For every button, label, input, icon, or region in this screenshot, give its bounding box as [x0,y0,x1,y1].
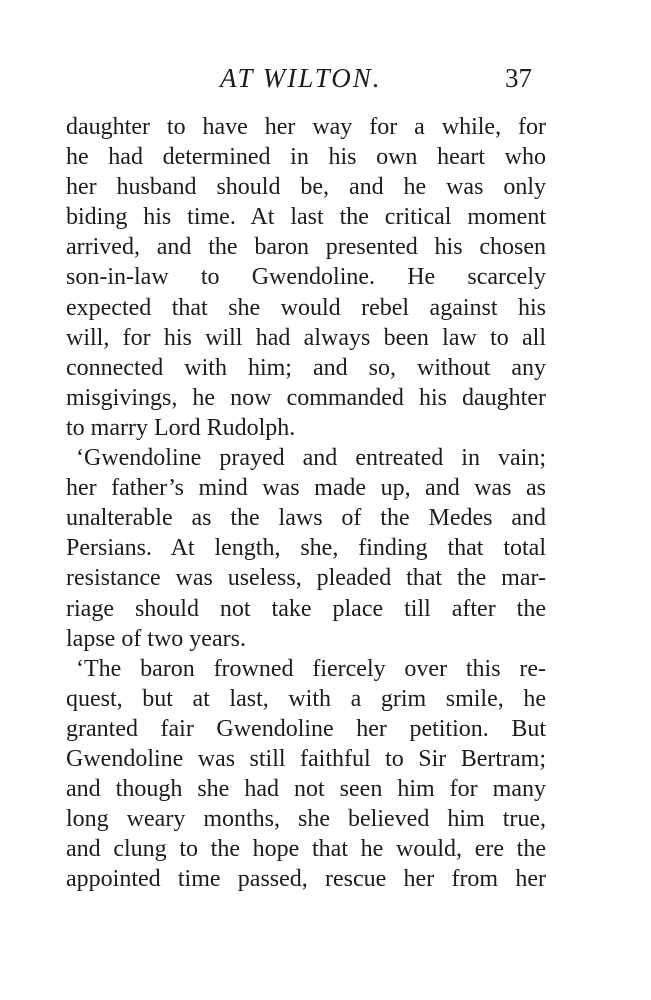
text-line: expected that she would rebel against his [66,294,546,321]
text-line: lapse of two years. [66,625,246,652]
paragraph-start-line: ‘The baron frowned fiercely over this re- [76,655,546,682]
text-line: quest, but at last, with a grim smile, he [66,685,546,712]
text-line: arrived, and the baron presented his chosen [66,234,546,261]
text-line: to marry Lord Rudolph. [66,414,296,441]
text-line: granted fair Gwendoline her petition. But [66,715,546,742]
text-line: connected with him; and so, without any [66,354,546,381]
text-line: he had determined in his own heart who [66,144,546,171]
text-line: and clung to the hope that he would, ere the [66,836,546,863]
paragraph-start-line: ‘Gwendoline prayed and entreated in vain; [76,445,546,472]
page-number: 37 [505,63,532,93]
text-line: her husband should be, and he was only [66,174,546,201]
text-line: resistance was useless, pleaded that the mar- [66,565,546,592]
text-line: will, for his will had always been law to all [66,324,546,351]
text-line: daughter to have her way for a while, for [66,114,546,140]
text-line: riage should not take place till after the [66,595,546,622]
text-line: unalterable as the laws of the Medes and [66,505,546,532]
body-text [66,112,546,894]
text-line: Gwendoline was still faithful to Sir Bertram; [66,745,546,772]
text-line: appointed time passed, rescue her from her [66,866,546,893]
running-title: AT WILTON. [220,63,382,93]
text-line: her father’s mind was made up, and was as [66,475,546,502]
text-line: Persians. At length, she, finding that total [66,535,546,562]
text-line: son-in-law to Gwendoline. He scarcely [66,264,546,291]
text-line: misgivings, he now commanded his daughter [66,384,546,411]
text-line: long weary months, she believed him true, [66,806,546,833]
text-line: biding his time. At last the critical moment [66,204,546,231]
running-head [0,60,651,96]
text-line: and though she had not seen him for many [66,776,546,803]
